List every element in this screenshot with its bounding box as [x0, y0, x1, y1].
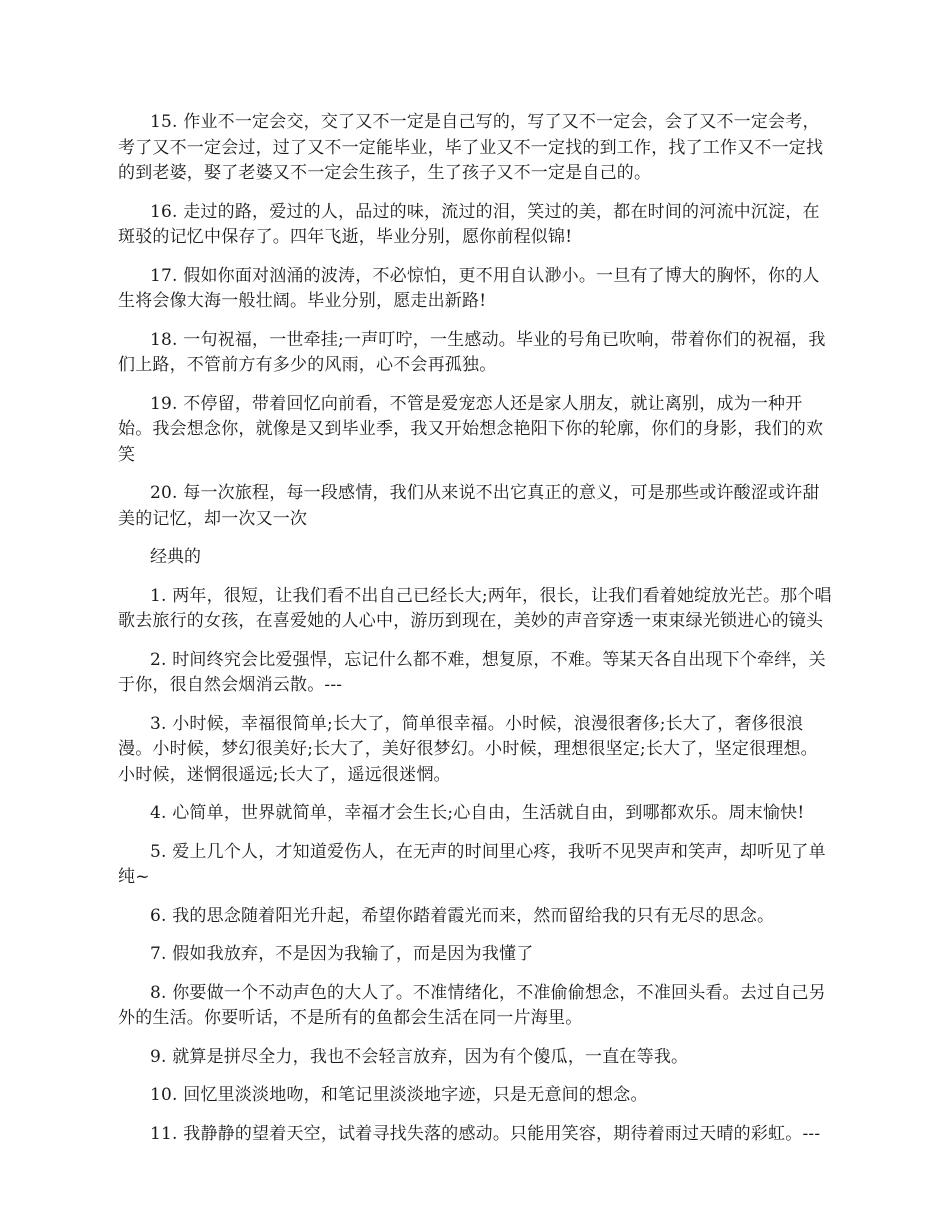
paragraph-6: 6. 我的思念随着阳光升起，希望你踏着霞光而来，然而留给我的只有无尽的思念。 [150, 905, 775, 926]
paragraph-10: 10. 回忆里淡淡地吻，和笔记里淡淡地字迹，只是无意间的想念。 [150, 1085, 648, 1105]
section-heading: 经典的 [150, 547, 201, 567]
paragraph-3: 3. 小时候，幸福很简单;长大了，简单很幸福。小时候，浪漫很奢侈;长大了，奢侈很浪漫。小时候，梦幻很美好;长大了，美好很梦幻。小时候，理想很坚定;长大了，坚定很理想。小时候，迷惘很遥远;长大了，遥远很迷惘。 [118, 713, 818, 785]
paragraph-15: 15. 作业不一定会交，交了又不一定是自己写的，写了又不一定会，会了又不一定会考，考了又不一定会过，过了又不一定能毕业，毕了业又不一定找的到工作，找了工作又不一定找的到老婆，娶了老婆又不一定会生孩子，生了孩子又不一定是自己的。 [118, 112, 824, 183]
paragraph-8: 8. 你要做一个不动声色的大人了。不准情绪化，不准偷偷想念，不准回头看。去过自己另外的生活。你要听话，不是所有的鱼都会生活在同一片海里。 [118, 982, 826, 1028]
paragraph-16: 16. 走过的路，爱过的人，品过的味，流过的泪，笑过的美，都在时间的河流中沉淀，在斑驳的记忆中保存了。四年飞逝，毕业分别，愿你前程似锦! [118, 201, 820, 247]
paragraph-9: 9. 就算是拼尽全力，我也不会轻言放弃，因为有个傻瓜，一直在等我。 [150, 1046, 689, 1067]
paragraph-4: 4. 心简单，世界就简单，幸福才会生长;心自由，生活就自由，到哪都欢乐。周末愉快! [150, 803, 805, 823]
paragraph-20: 20. 每一次旅程，每一段感情，我们从来说不出它真正的意义，可是那些或许酸涩或许甜美的记忆，却一次又一次 [118, 483, 820, 529]
paragraph-1: 1. 两年，很短，让我们看不出自己已经长大;两年，很长，让我们看着她绽放光芒。那个唱歌去旅行的女孩，在喜爱她的人心中，游历到现在，美妙的声音穿透一束束绿光锁进心的镜头 [118, 585, 832, 631]
paragraph-2: 2. 时间终究会比爱强悍，忘记什么都不难，想复原，不难。等某天各自出现下个牵绊，关于你，很自然会烟消云散。--- [118, 649, 826, 695]
paragraph-7: 7. 假如我放弃，不是因为我输了，而是因为我懂了 [150, 944, 534, 964]
paragraph-17: 17. 假如你面对汹涌的波涛，不必惊怕，更不用自认渺小。一旦有了博大的胸怀，你的人生将会像大海一般壮阔。毕业分别，愿走出新路! [118, 265, 820, 311]
paragraph-18: 18. 一句祝福，一世牵挂;一声叮咛，一生感动。毕业的号角已吹响，带着你们的祝福，我们上路，不管前方有多少的风雨，心不会再孤独。 [118, 329, 826, 375]
paragraph-11: 11. 我静静的望着天空，试着寻找失落的感动。只能用笑容，期待着雨过天晴的彩虹。--- [150, 1123, 821, 1144]
paragraph-5: 5. 爱上几个人，才知道爱伤人，在无声的时间里心疼，我听不见哭声和笑声，却听见了单纯~ [118, 841, 826, 887]
paragraph-19: 19. 不停留，带着回忆向前看，不管是爱宠恋人还是家人朋友，就让离别，成为一种开始。我会想念你，就像是又到毕业季，我又开始想念艳阳下你的轮廓，你们的身影，我们的欢笑 [118, 393, 824, 465]
